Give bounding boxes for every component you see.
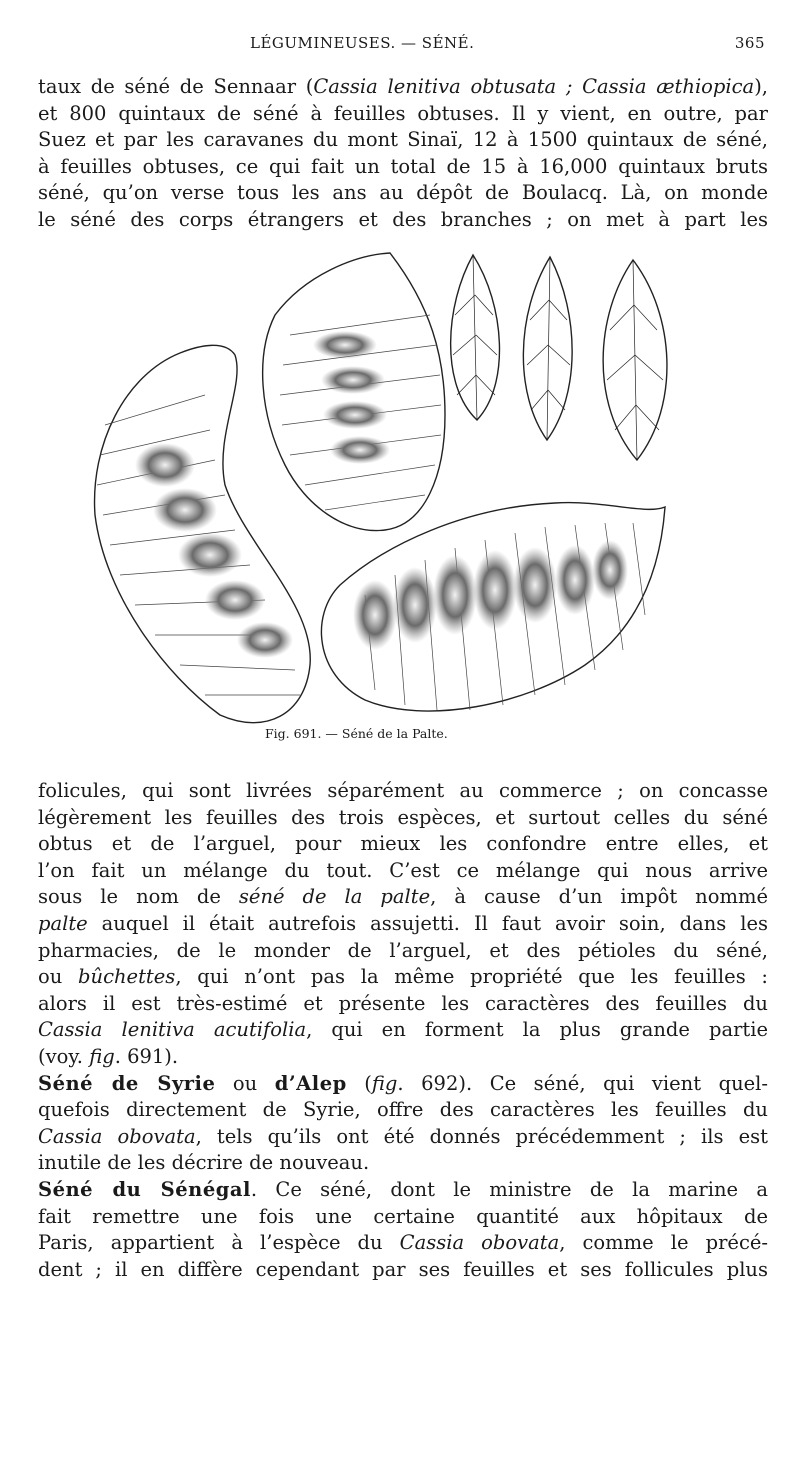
text-line: palte auquel il était autrefois assujetti. Il faut avoir soin, dans les	[38, 911, 768, 935]
text-line: fait remettre une fois une certaine quantité aux hôpitaux de	[38, 1204, 768, 1228]
text-line: dent ; il en diffère cependant par ses feuilles et ses follicules plus	[38, 1257, 768, 1281]
text-line: obtus et de l’arguel, pour mieux les confondre entre elles, et	[38, 832, 768, 856]
text-line: taux de séné de Sennaar (Cassia lenitiva obtusata ; Cassia æthiopica),	[38, 75, 768, 98]
text-line: alors il est très-estimé et présente les caractères des feuilles du	[38, 991, 768, 1015]
text-line: Suez et par les caravanes du mont Sinaï, 12 à 1500 quintaux de séné,	[38, 128, 768, 152]
text-line: séné, qu’on verse tous les ans au dépôt de Boulacq. Là, on monde	[38, 181, 768, 205]
text-line: quefois directement de Syrie, offre des caractères les feuilles du	[38, 1098, 768, 1122]
running-header	[0, 34, 800, 58]
text-line: Paris, appartient à l’espèce du Cassia obovata, comme le précé-	[38, 1231, 768, 1255]
text-line: Séné du Sénégal. Ce séné, dont le ministre de la marine a	[38, 1177, 768, 1201]
text-line: à feuilles obtuses, ce qui fait un total de 15 à 16,000 quintaux bruts	[38, 154, 768, 178]
text-line: Cassia obovata, tels qu’ils ont été donnés précédemment ; ils est	[38, 1124, 768, 1148]
text-line: pharmacies, de le monder de l’arguel, et des pétioles du séné,	[38, 938, 768, 962]
senna-pods-and-leaves-illustration	[85, 245, 675, 725]
text-line: inutile de les décrire de nouveau.	[38, 1151, 370, 1175]
page-number: 365	[734, 34, 765, 52]
text-line: Séné de Syrie ou d’Alep (fig. 692). Ce séné, qui vient quel-	[38, 1071, 769, 1095]
text-line: (voy. fig. 691).	[38, 1044, 179, 1068]
text-line: l’on fait un mélange du tout. C’est ce mélange qui nous arrive	[38, 858, 768, 882]
text-line: folicules, qui sont livrées séparément au commerce ; on concasse	[38, 779, 768, 802]
text-line: le séné des corps étrangers et des branches ; on met à part les	[38, 207, 768, 231]
text-line: sous le nom de séné de la palte, à cause d’un impôt nommé	[38, 885, 768, 909]
body-text	[38, 778, 768, 1283]
text-line: et 800 quintaux de séné à feuilles obtuses. Il y vient, en outre, par	[38, 101, 768, 125]
running-title: LÉGUMINEUSES. — SÉNÉ.	[250, 34, 475, 52]
text-line: légèrement les feuilles des trois espèces, et surtout celles du séné	[38, 805, 768, 829]
text-line: Cassia lenitiva acutifolia, qui en forment la plus grande partie	[38, 1018, 769, 1042]
top-paragraph	[38, 74, 768, 234]
figure-caption: Fig. 691. — Séné de la Palte.	[265, 726, 448, 741]
text-line: ou bûchettes, qui n’ont pas la même propriété que les feuilles :	[38, 965, 768, 989]
